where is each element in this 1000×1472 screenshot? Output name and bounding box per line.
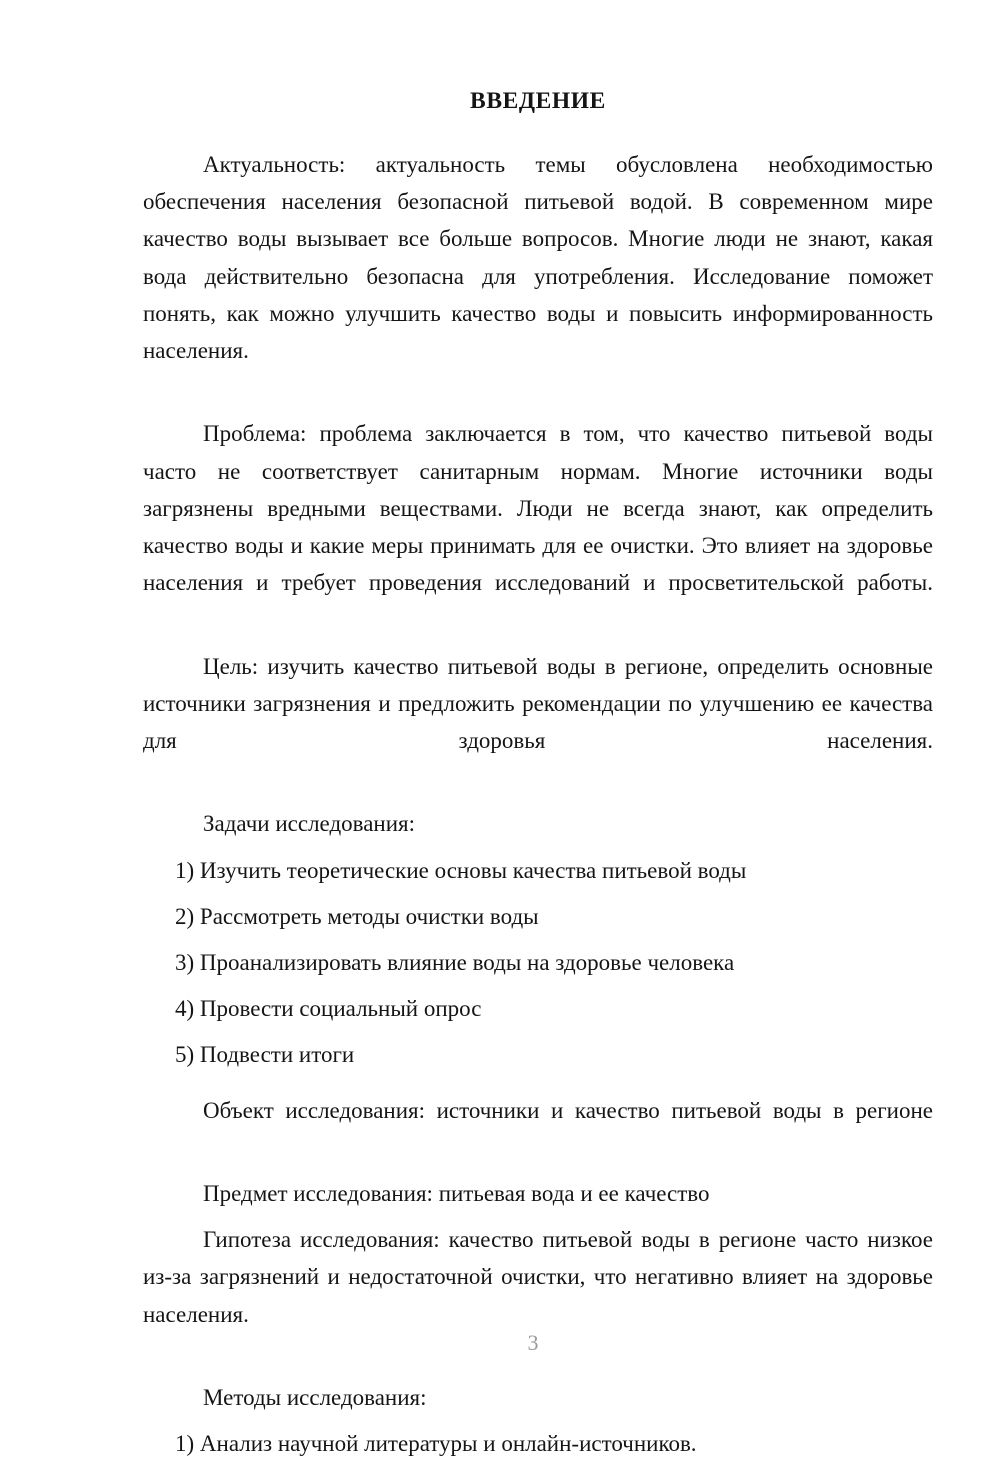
heading-methods: Методы исследования: [203,1385,427,1411]
paragraph-problem: Проблема: проблема заключается в том, что качество питьевой воды часто не соответствует санитарным нормам. Многие источники воды загрязнены вредными веществами. Люди не всегда знают, как определить качество воды и какие меры принимать для ее очистки. Это влияет на здоровье населения и требует проведения исследований и просветительской работы. [143,421,933,596]
list-item: 3) Проанализировать влияние воды на здоровье человека [175,950,735,976]
methods-list [143,1425,933,1462]
paragraph-object: Объект исследования: источники и качество питьевой воды в регионе [203,1097,933,1123]
page-number: 3 [527,1330,539,1355]
list-item: 1) Анализ научной литературы и онлайн-источников. [175,1431,697,1457]
list-item: 1) Изучить теоретические основы качества питьевой воды [175,857,747,883]
list-item: 4) Провести социальный опрос [175,996,482,1022]
page-title: ВВЕДЕНИЕ [470,88,606,114]
list-item: 5) Подвести итоги [175,1042,355,1068]
list-item: 2) Рассмотреть методы очистки воды [175,903,539,929]
paragraph-goal: Цель: изучить качество питьевой воды в регионе, определить основные источники загрязнения и предложить рекомендации по улучшению ее качества для здоровья населения. [143,653,933,754]
paragraph-hypothesis: Гипотеза исследования: качество питьевой воды в регионе часто низкое из-за загрязнений и недостаточной очистки, что негативно влияет на здоровье населения. [143,1227,933,1327]
heading-tasks: Задачи исследования: [203,811,416,837]
tasks-list [143,852,933,1074]
spacer [143,1083,933,1092]
paragraph-relevance: Актуальность: актуальность темы обусловлена необходимостью обеспечения населения безопасной питьевой водой. В современном мире качество воды вызывает все больше вопросов. Многие люди не знают, какая вода действительно безопасна для употребления. Исследование поможет понять, как можно улучшить качество воды и повысить информированность населения. [143,152,933,364]
paragraph-subject: Предмет исследования: питьевая вода и ее качество [203,1181,710,1207]
document-body [143,86,933,1472]
